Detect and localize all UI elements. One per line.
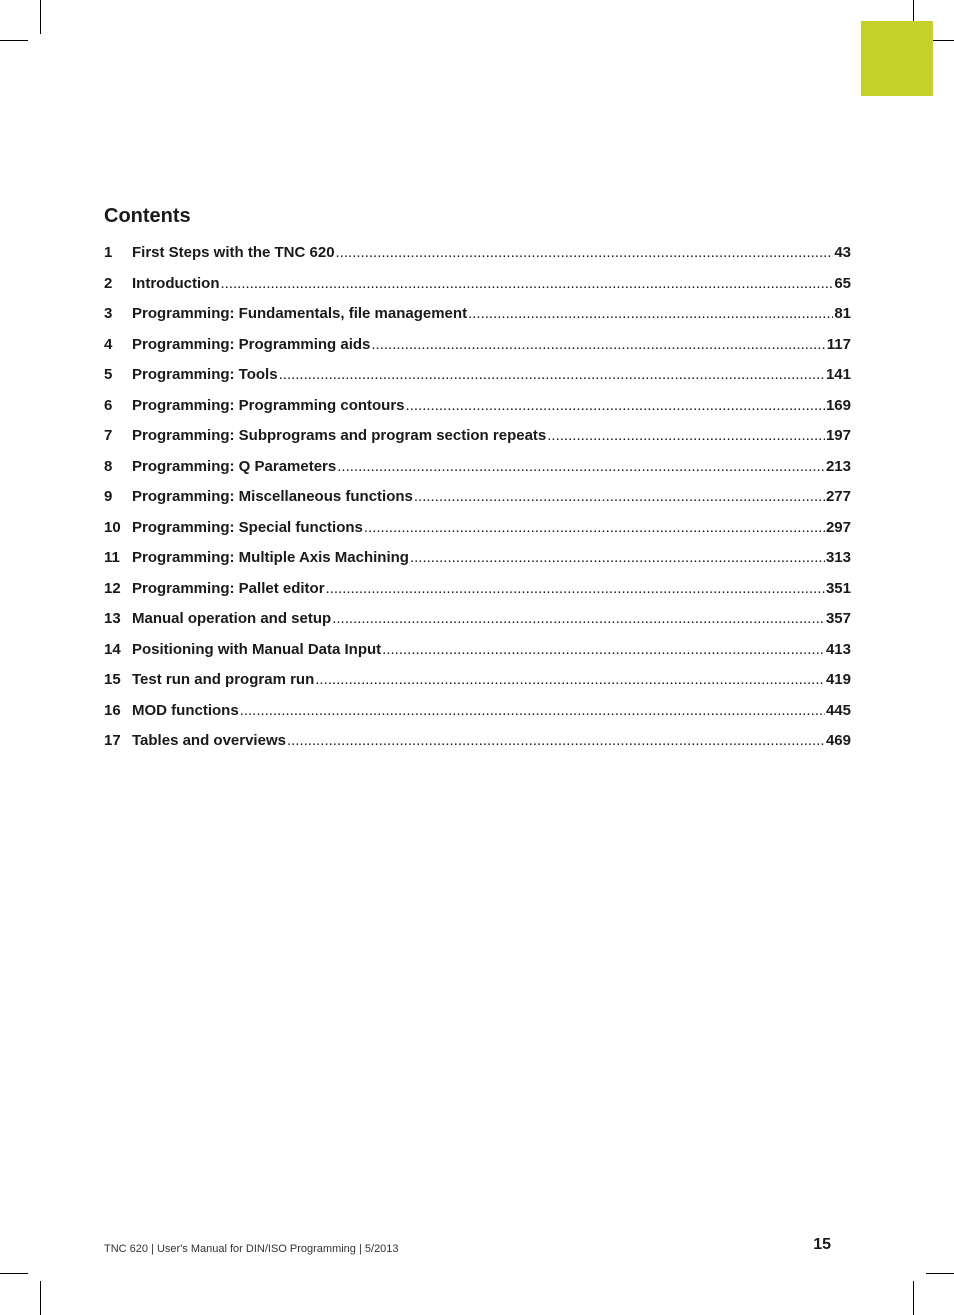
toc-page-number: 277 bbox=[825, 488, 851, 505]
toc-chapter-number: 7 bbox=[104, 427, 113, 444]
toc-entry[interactable] bbox=[104, 366, 851, 397]
toc-dot-leader bbox=[406, 397, 825, 414]
page-number: 15 bbox=[813, 1236, 831, 1253]
toc-chapter-number: 12 bbox=[104, 579, 121, 597]
toc-chapter-number: 9 bbox=[104, 488, 113, 505]
crop-mark-bottom-right-horizontal bbox=[926, 1273, 954, 1274]
toc-chapter-number: 16 bbox=[104, 701, 121, 719]
crop-mark-bottom-left-vertical bbox=[40, 1281, 41, 1315]
toc-page-number: 65 bbox=[834, 274, 851, 292]
toc-chapter-number: 6 bbox=[104, 396, 113, 414]
toc-chapter-number: 2 bbox=[104, 274, 113, 292]
toc-chapter-title: Programming: Subprograms and program section repeats bbox=[132, 427, 547, 444]
toc-page-number: 297 bbox=[825, 518, 851, 536]
toc-chapter-title: Programming: Fundamentals, file management bbox=[132, 305, 468, 322]
toc-dot-leader bbox=[336, 244, 834, 261]
toc-chapter-title: Test run and program run bbox=[132, 671, 315, 688]
toc-page-number: 413 bbox=[825, 640, 851, 658]
toc-entry[interactable] bbox=[104, 580, 851, 611]
toc-entry[interactable] bbox=[104, 458, 851, 489]
toc-chapter-title: Programming: Tools bbox=[132, 366, 278, 383]
crop-mark-bottom-right-vertical bbox=[913, 1281, 914, 1315]
toc-chapter-title: MOD functions bbox=[132, 701, 239, 719]
toc-page-number: 351 bbox=[825, 579, 851, 597]
contents-heading: Contents bbox=[104, 205, 191, 227]
toc-chapter-title: Programming: Programming aids bbox=[132, 335, 371, 353]
toc-chapter-number: 8 bbox=[104, 457, 113, 475]
toc-chapter-title: Introduction bbox=[132, 274, 220, 292]
toc-chapter-number: 4 bbox=[104, 335, 113, 353]
toc-dot-leader bbox=[382, 641, 825, 658]
toc-entry[interactable] bbox=[104, 702, 851, 733]
toc-dot-leader bbox=[287, 732, 825, 749]
toc-dot-leader bbox=[315, 671, 825, 688]
toc-chapter-title: Tables and overviews bbox=[132, 732, 286, 749]
toc-chapter-number: 17 bbox=[104, 732, 121, 749]
chapter-tab-marker bbox=[861, 21, 933, 96]
toc-chapter-number: 10 bbox=[104, 518, 121, 536]
toc-page-number: 141 bbox=[825, 366, 851, 383]
toc-entry[interactable] bbox=[104, 610, 851, 641]
toc-dot-leader bbox=[364, 519, 825, 536]
toc-dot-leader bbox=[414, 488, 825, 505]
toc-chapter-title: Manual operation and setup bbox=[132, 610, 332, 627]
toc-page-number: 43 bbox=[834, 244, 851, 261]
toc-dot-leader bbox=[337, 458, 825, 475]
toc-entry[interactable] bbox=[104, 488, 851, 519]
toc-chapter-number: 11 bbox=[104, 549, 120, 566]
toc-entry[interactable] bbox=[104, 549, 851, 580]
toc-chapter-number: 5 bbox=[104, 366, 113, 383]
toc-entry[interactable] bbox=[104, 336, 851, 367]
toc-dot-leader bbox=[468, 305, 833, 322]
toc-entry[interactable] bbox=[104, 305, 851, 336]
toc-dot-leader bbox=[332, 610, 825, 627]
toc-dot-leader bbox=[220, 275, 833, 292]
table-of-contents bbox=[104, 244, 851, 763]
toc-page-number: 419 bbox=[825, 671, 851, 688]
toc-entry[interactable] bbox=[104, 397, 851, 428]
toc-entry[interactable] bbox=[104, 275, 851, 306]
toc-chapter-title: Programming: Q Parameters bbox=[132, 457, 337, 475]
toc-page-number: 197 bbox=[825, 427, 851, 444]
toc-chapter-number: 3 bbox=[104, 305, 113, 322]
toc-dot-leader bbox=[279, 366, 825, 383]
toc-chapter-number: 14 bbox=[104, 640, 121, 658]
toc-dot-leader bbox=[326, 580, 825, 597]
toc-dot-leader bbox=[410, 549, 825, 566]
crop-mark-bottom-left-horizontal bbox=[0, 1273, 28, 1274]
toc-page-number: 213 bbox=[825, 457, 851, 475]
toc-page-number: 81 bbox=[834, 305, 851, 322]
toc-chapter-title: Programming: Programming contours bbox=[132, 396, 405, 414]
toc-chapter-title: Positioning with Manual Data Input bbox=[132, 640, 382, 658]
toc-page-number: 313 bbox=[825, 549, 851, 566]
crop-mark-top-left-horizontal bbox=[0, 40, 28, 41]
toc-page-number: 169 bbox=[825, 396, 851, 414]
toc-page-number: 445 bbox=[825, 701, 851, 719]
toc-page-number: 469 bbox=[825, 732, 851, 749]
toc-chapter-number: 13 bbox=[104, 610, 121, 627]
toc-page-number: 117 bbox=[826, 335, 851, 353]
toc-chapter-title: Programming: Pallet editor bbox=[132, 579, 325, 597]
crop-mark-top-left-vertical bbox=[40, 0, 41, 34]
toc-entry[interactable] bbox=[104, 641, 851, 672]
footer-text: TNC 620 | User's Manual for DIN/ISO Programming | 5/2013 bbox=[104, 1243, 399, 1255]
toc-entry[interactable] bbox=[104, 427, 851, 458]
toc-entry[interactable] bbox=[104, 519, 851, 550]
toc-dot-leader bbox=[240, 702, 825, 719]
toc-chapter-title: Programming: Multiple Axis Machining bbox=[132, 549, 409, 566]
toc-entry[interactable] bbox=[104, 671, 851, 702]
toc-chapter-number: 15 bbox=[104, 671, 121, 688]
toc-dot-leader bbox=[371, 336, 825, 353]
toc-chapter-title: First Steps with the TNC 620 bbox=[132, 244, 335, 261]
toc-chapter-number: 1 bbox=[104, 244, 113, 261]
toc-page-number: 357 bbox=[825, 610, 851, 627]
toc-entry[interactable] bbox=[104, 244, 851, 275]
toc-chapter-title: Programming: Special functions bbox=[132, 518, 363, 536]
toc-dot-leader bbox=[547, 427, 825, 444]
toc-chapter-title: Programming: Miscellaneous functions bbox=[132, 488, 413, 505]
toc-entry[interactable] bbox=[104, 732, 851, 763]
